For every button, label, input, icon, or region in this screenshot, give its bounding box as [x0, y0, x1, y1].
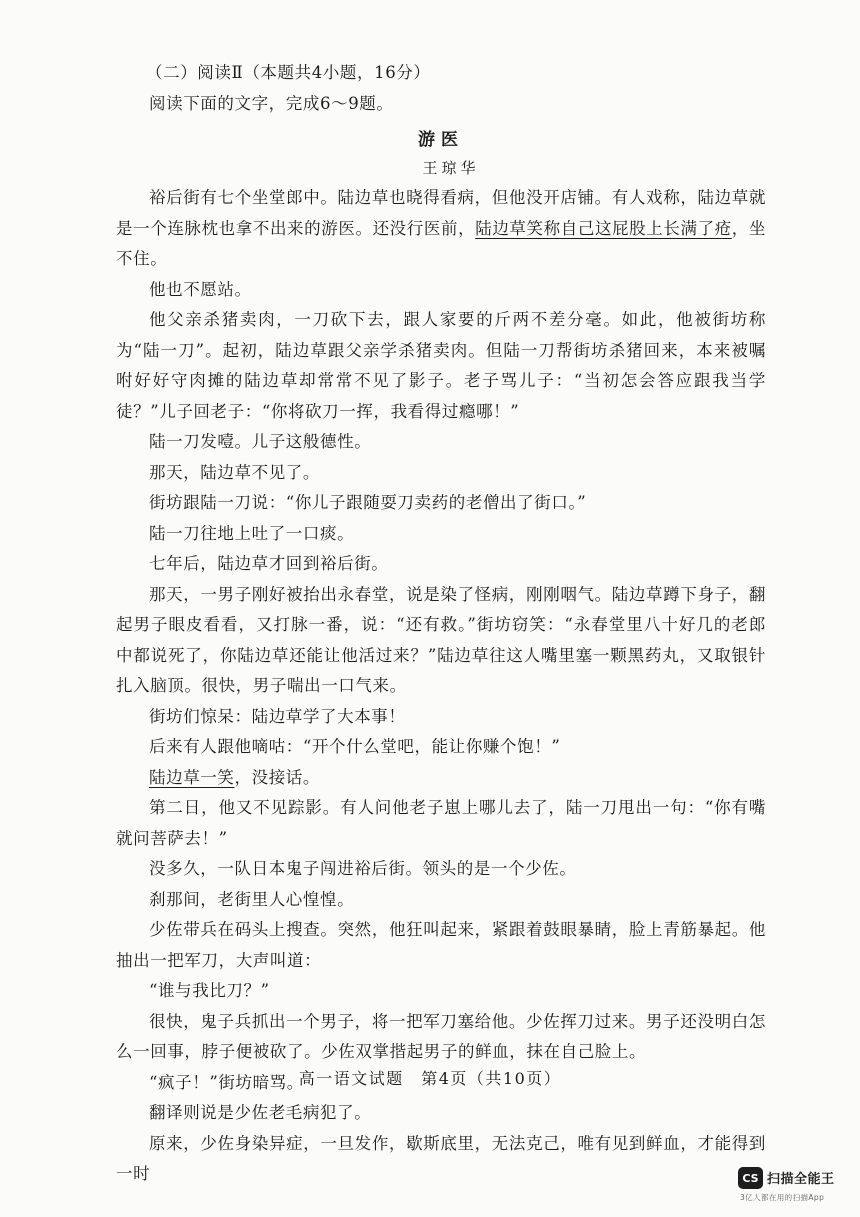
section-header: （二）阅读Ⅱ（本题共4小题，16分）	[146, 63, 431, 82]
story-author: 王琼华	[422, 159, 480, 177]
paragraph: 街坊们惊呆：陆边草学了大本事！	[149, 706, 406, 726]
paragraph-text: ，坐不住。	[116, 218, 767, 268]
paragraph: 刹那间，老街里人心惶惶。	[149, 889, 355, 909]
scanner-watermark	[738, 1167, 848, 1207]
instruction: 阅读下面的文字，完成6～9题。	[149, 93, 394, 113]
paragraph: 少佐带兵在码头上搜查。突然，他狂叫起来，紧跟着鼓眼暴睛，脸上青筋暴起。他抽出一把军刀，大声叫道：	[116, 920, 766, 970]
paragraph: 翻译则说是少佐老毛病犯了。	[149, 1103, 372, 1122]
story-title: 游医	[418, 130, 464, 150]
paragraph: 七年后，陆边草才回到裕后街。	[149, 554, 389, 573]
watermark-name: 扫描全能王	[767, 1172, 835, 1187]
paragraph: 很快，鬼子兵抓出一个男子，将一把军刀塞给他。少佐挥刀过来。男子还没明白怎么一回事，脖子便被砍了。少佐双掌揩起男子的鲜血，抹在自己脸上。	[116, 1011, 766, 1061]
paragraph: 第二日，他又不见踪影。有人问他老子崽上哪儿去了，陆一刀甩出一句：“你有嘴就问菩萨去！”	[116, 798, 766, 848]
paragraph: 后来有人跟他嘀咕：“开个什么堂吧，能让你赚个饱！”	[149, 737, 561, 756]
paragraph-text: 裕后街有七个坐堂郎中。陆边草也晓得看病，但他没开店铺。有人戏称，陆边草就是一个连脉枕也拿不出来的游医。还没行医前，	[116, 188, 766, 238]
paragraph: 那天，一男子刚好被抬出永春堂，说是染了怪病，刚刚咽气。陆边草蹲下身子，翻起男子眼皮看看，又打脉一番，说：“还有救。”街坊窃笑：“永春堂里八十好几的老郎中都说死了，你陆边草还能让他活过来？”陆边草往这人嘴里塞一颗黑药丸，又取银针扎入脑顶。很快，男子喘出一口气来。	[116, 584, 766, 695]
paragraph: 街坊跟陆一刀说：“你儿子跟随耍刀卖药的老僧出了街口。”	[149, 493, 587, 512]
paragraph: 那天，陆边草不见了。	[149, 462, 320, 482]
paragraph: “谁与我比刀？”	[149, 981, 270, 1000]
paragraph: 陆一刀往地上吐了一口痰。	[149, 523, 355, 543]
paragraph: 他父亲杀猪卖肉，一刀砍下去，跟人家要的斤两不差分毫。如此，他被街坊称为“陆一刀”。起初，陆边草跟父亲学杀猪卖肉。但陆一刀帮街坊杀猪回来，本来被嘱咐好好守肉摊的陆边草却常常不见了影子。老子骂儿子：“当初怎会答应跟我当学徒？”儿子回老子：“你将砍刀一挥，我看得过瘾哪！”	[116, 310, 766, 421]
paragraph: 他也不愿站。	[149, 279, 252, 299]
camscanner-logo-icon: CS	[738, 1167, 763, 1189]
paragraph: 原来，少佐身染异症，一旦发作，歇斯底里，无法克己，唯有见到鲜血，才能得到一时	[116, 1133, 766, 1183]
paragraph-text: ，没接话。	[234, 767, 320, 787]
paragraph: 陆一刀发噎。儿子这般德性。	[149, 432, 372, 451]
page-footer: 高一语文试题 第4页（共10页）	[298, 1069, 562, 1088]
underlined-sentence: 陆边草笑称自己这屁股上长满了疮	[475, 218, 732, 238]
paragraph	[116, 183, 766, 275]
watermark-tagline: 3亿人都在用的扫描App	[740, 1193, 825, 1202]
paragraph	[116, 763, 766, 794]
paragraph: 没多久，一队日本鬼子闯进裕后街。领头的是一个少佐。	[149, 859, 577, 878]
paragraph: “疯子！”街坊暗骂。	[149, 1072, 304, 1092]
underlined-phrase: 陆边草一笑	[149, 767, 235, 787]
reading-section	[116, 58, 766, 1190]
